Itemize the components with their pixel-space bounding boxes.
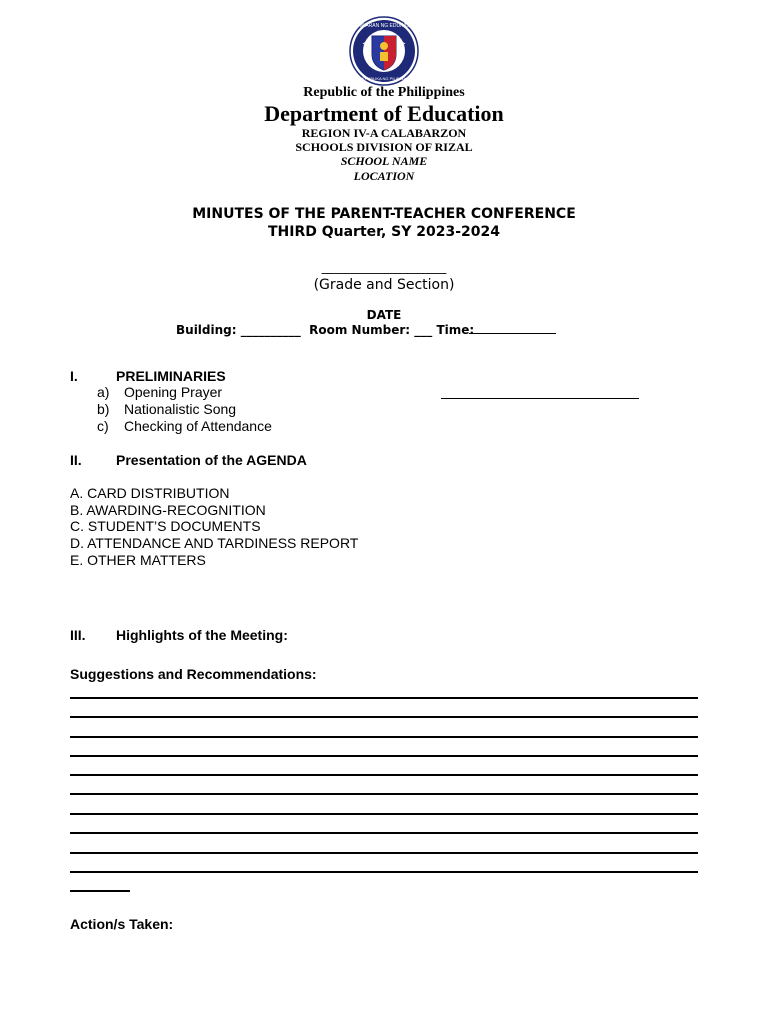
- agenda-item: C. STUDENT’S DOCUMENTS: [70, 518, 261, 534]
- suggestions-title: Suggestions and Recommendations:: [70, 666, 317, 682]
- building-room-time-row: [176, 323, 556, 337]
- agenda-item: D. ATTENDANCE AND TARDINESS REPORT: [70, 535, 359, 551]
- writing-line: [70, 755, 698, 757]
- writing-line: [70, 736, 698, 738]
- grade-section-label: (Grade and Section): [313, 277, 455, 293]
- agenda-item: E. OTHER MATTERS: [70, 552, 206, 568]
- seal-subtext: REPUBLIKA NG PILIPINAS: [359, 76, 409, 81]
- department-title: Department of Education: [264, 101, 504, 126]
- deped-seal: [349, 16, 419, 86]
- section-title-agenda: Presentation of the AGENDA: [116, 452, 307, 468]
- region-line: REGION IV-A CALABARZON: [301, 126, 467, 140]
- room-label: Room Number:: [309, 323, 411, 337]
- section-title-preliminaries: PRELIMINARIES: [116, 368, 226, 384]
- building-label: Building:: [176, 323, 237, 337]
- writing-line: [70, 813, 698, 815]
- writing-line: [70, 793, 698, 795]
- writing-line-short: [70, 890, 130, 892]
- building-blank: __________: [240, 323, 301, 337]
- writing-line: [70, 832, 698, 834]
- section-num-preliminaries: I.: [70, 368, 78, 384]
- section-title-highlights: Highlights of the Meeting:: [116, 627, 288, 643]
- grade-section-blank: ________________: [321, 258, 447, 274]
- opening-prayer-blank: [441, 398, 639, 399]
- quarter-line: THIRD Quarter, SY 2023-2024: [267, 224, 501, 240]
- document-title: MINUTES OF THE PARENT-TEACHER CONFERENCE: [192, 206, 576, 222]
- room-blank: ___: [414, 323, 433, 337]
- seal-text: KAGAWARAN NG EDUKASYON: [349, 23, 419, 29]
- agenda-item: A. CARD DISTRIBUTION: [70, 485, 230, 501]
- writing-line: [70, 697, 698, 699]
- writing-line: [70, 852, 698, 854]
- prelim-item-opening-prayer: Opening Prayer: [124, 384, 223, 400]
- school-name: SCHOOL NAME: [340, 154, 428, 168]
- republic-line: Republic of the Philippines: [303, 85, 465, 100]
- writing-line: [70, 774, 698, 776]
- writing-line: [70, 871, 698, 873]
- section-num-highlights: III.: [70, 627, 86, 643]
- section-num-agenda: II.: [70, 452, 82, 468]
- agenda-item: B. AWARDING-RECOGNITION: [70, 502, 266, 518]
- prelim-item-nationalistic-song: Nationalistic Song: [124, 401, 237, 417]
- time-label: Time: [436, 323, 470, 337]
- time-blank: :: [469, 323, 556, 334]
- location-line: LOCATION: [353, 169, 415, 183]
- division-line: SCHOOLS DIVISION OF RIZAL: [295, 140, 473, 154]
- prelim-letter-c: c): [97, 418, 109, 434]
- date-label: DATE: [366, 308, 402, 322]
- prelim-letter-a: a): [97, 384, 110, 400]
- action-taken-title: Action/s Taken:: [70, 916, 174, 932]
- prelim-letter-b: b): [97, 401, 110, 417]
- prelim-item-attendance: Checking of Attendance: [124, 418, 272, 434]
- writing-line: [70, 716, 698, 718]
